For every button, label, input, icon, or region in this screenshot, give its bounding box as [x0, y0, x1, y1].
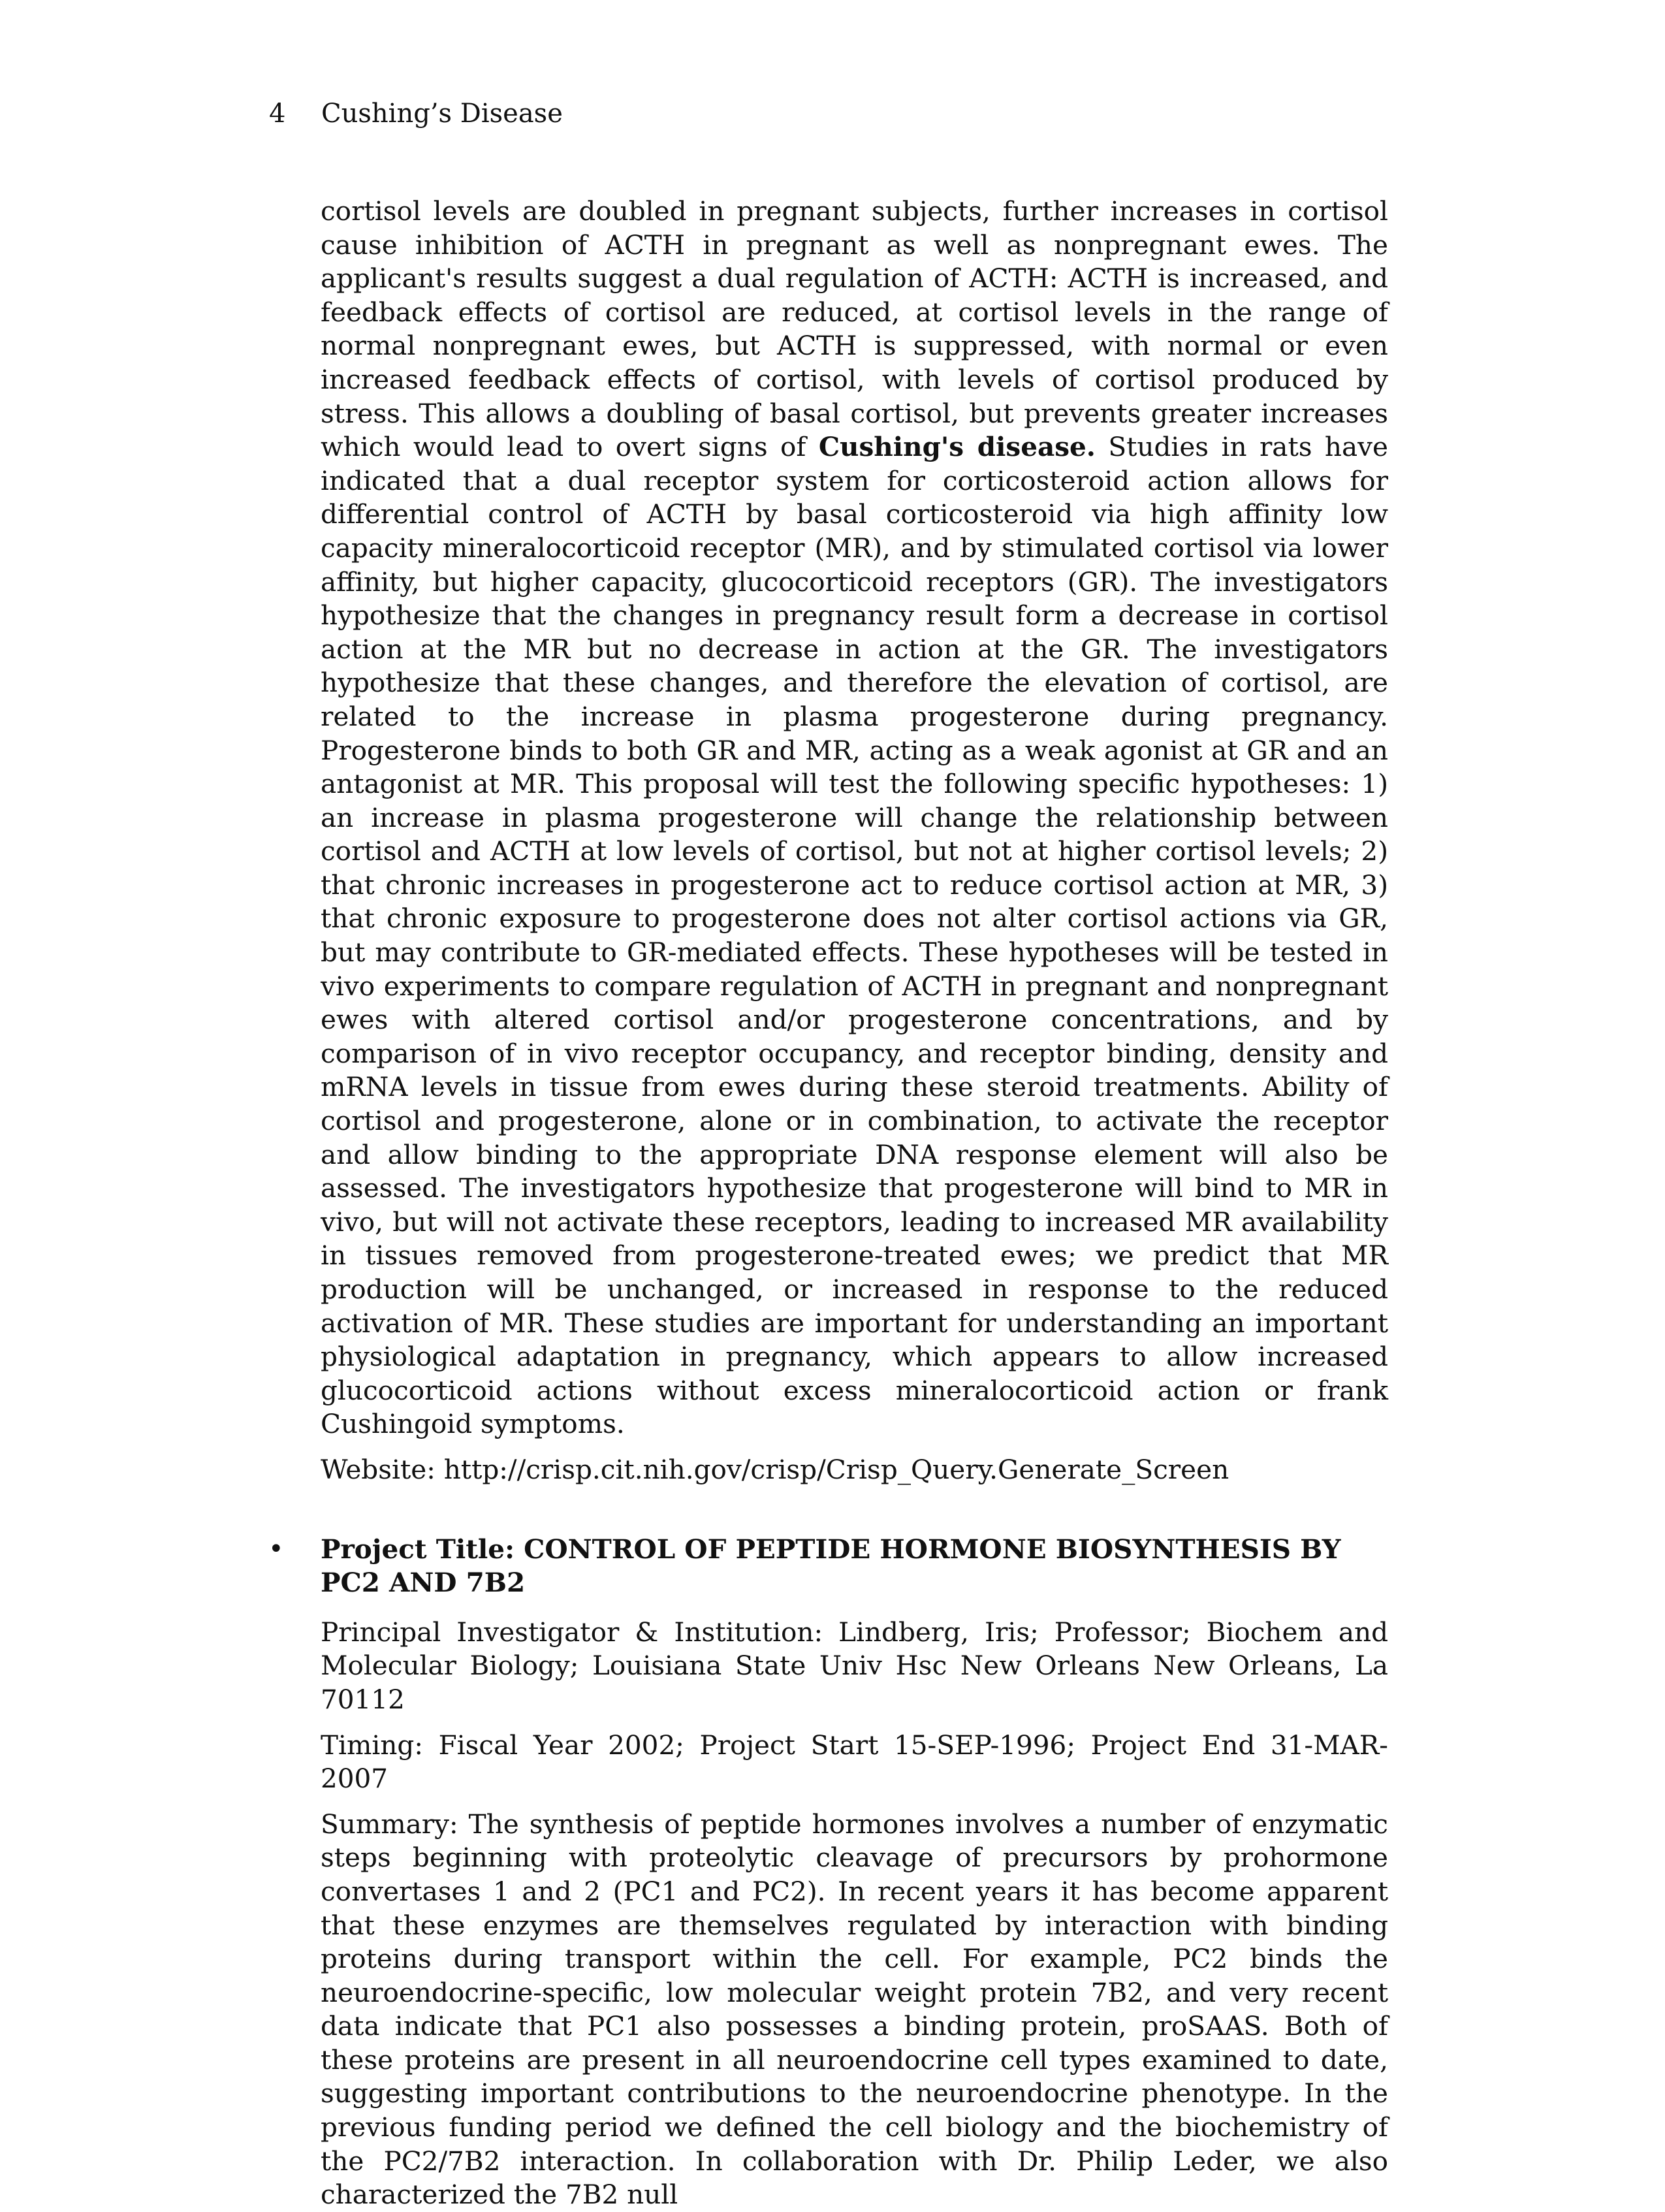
- page-number: 4: [269, 99, 286, 129]
- summary-text-part-2: Studies in rats have indicated that a dual receptor system for corticosteroid action allows for differential control of ACTH by basal corticosteroid via high affinity low capacity mineralocorticoid receptor (MR), and by stimulated cortisol via lower affinity, but higher capacity, glucocorticoid receptors (GR). The investigators hypothesize that the changes in pregnancy result form a decrease in cortisol action at the MR but no decrease in action at the GR. The investigators hypothesize that these changes, and therefore the elevation of cortisol, are related to the increase in plasma progesterone during pregnancy. Progesterone binds to both GR and MR, acting as a weak agonist at GR and an antagonist at MR. This proposal will test the following specific hypotheses: 1) an increase in plasma progesterone will change the relationship between cortisol and ACTH at low levels of cortisol, but not at higher cortisol levels; 2) that chronic increases in progesterone act to reduce cortisol action at MR, 3) that chronic exposure to progesterone does not alter cortisol actions via GR, but may contribute to GR-mediated effects. These hypotheses will be tested in vivo experiments to compare regulation of ACTH in pregnant and nonpregnant ewes with altered cortisol and/or progesterone concentrations, and by comparison of in vivo receptor occupancy, and receptor binding, density and mRNA levels in tissue from ewes during these steroid treatments. Ability of cortisol and progesterone, alone or in combination, to activate the receptor and allow binding to the appropriate DNA response element will also be assessed. The investigators hypothesize that progesterone will bind to MR in vivo, but will not activate these receptors, leading to increased MR availability in tissues removed from progesterone-treated ewes; we predict that MR production will be unchanged, or increased in response to the reduced activation of MR. These studies are important for understanding an important physiological adaptation in pregnancy, which appears to allow increased glucocorticoid actions without excess mineralocorticoid action or frank Cushingoid symptoms.: [321, 431, 1388, 1440]
- project-timing: Timing: Fiscal Year 2002; Project Start 15-SEP-1996; Project End 31-MAR-2007: [321, 1729, 1388, 1795]
- running-header: [269, 97, 563, 131]
- continued-summary-paragraph: [321, 195, 1388, 1441]
- principal-investigator: Principal Investigator & Institution: Lindberg, Iris; Professor; Biochem and Molecular Biology; Louisiana State Univ Hsc New Orleans New Orleans, La 70112: [321, 1616, 1388, 1715]
- bold-term: Cushing's disease.: [818, 431, 1096, 463]
- project-summary: Summary: The synthesis of peptide hormones involves a number of enzymatic steps beginning with proteolytic cleavage of precursors by prohormone convertases 1 and 2 (PC1 and PC2). In recent years it has become apparent that these enzymes are themselves regulated by interaction with binding proteins during transport within the cell. For example, PC2 binds the neuroendocrine-specific, low molecular weight protein 7B2, and very recent data indicate that PC1 also possesses a binding protein, proSAAS. Both of these proteins are present in all neuroendocrine cell types examined to date, suggesting important contributions to the neuroendocrine phenotype. In the previous funding period we defined the cell biology and the biochemistry of the PC2/7B2 interaction. In collaboration with Dr. Philip Leder, we also characterized the 7B2 null: [321, 1808, 1388, 2211]
- main-content: [268, 195, 1388, 2212]
- running-title: Cushing’s Disease: [321, 99, 563, 129]
- project-entry: [268, 1533, 1388, 2212]
- website-line: Website: http://crisp.cit.nih.gov/crisp/Crisp_Query.Generate_Screen: [321, 1453, 1229, 1485]
- summary-text-part-1: cortisol levels are doubled in pregnant subjects, further increases in cortisol cause inhibition of ACTH in pregnant as well as nonpregnant ewes. The applicant's results suggest a dual regulation of ACTH: ACTH is increased, and feedback effects of cortisol are reduced, at cortisol levels in the range of normal nonpregnant ewes, but ACTH is suppressed, with normal or even increased feedback effects of cortisol, with levels of cortisol produced by stress. This allows a doubling of basal cortisol, but prevents greater increases which would lead to overt signs of: [321, 195, 1388, 463]
- project-title: Project Title: CONTROL OF PEPTIDE HORMONE BIOSYNTHESIS BY PC2 AND 7B2: [321, 1533, 1341, 1599]
- bullet-icon: •: [268, 1533, 284, 1564]
